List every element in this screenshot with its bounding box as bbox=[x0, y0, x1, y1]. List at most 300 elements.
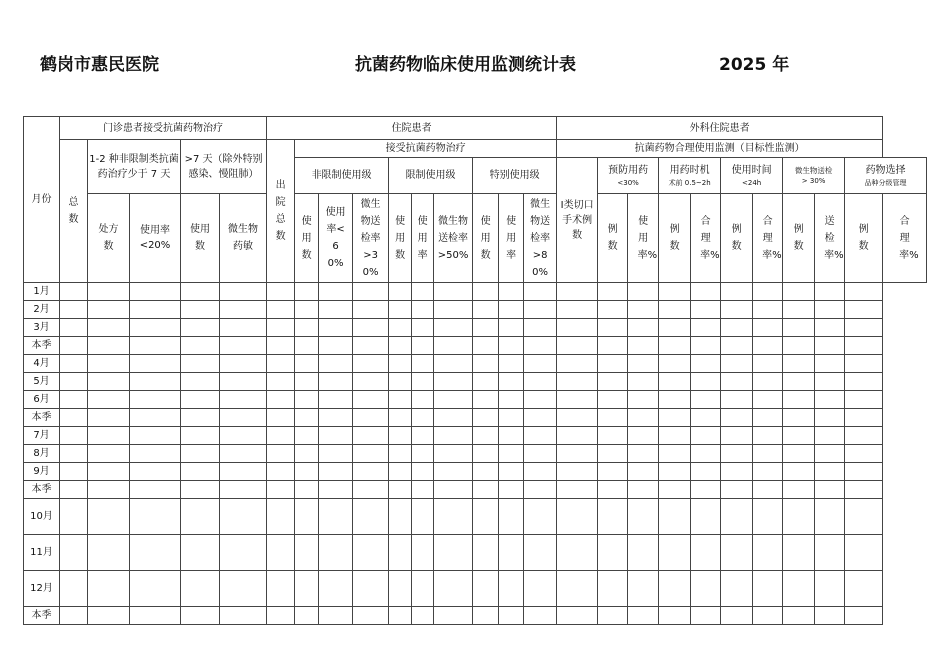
table-cell[interactable] bbox=[524, 391, 557, 409]
table-cell[interactable] bbox=[267, 463, 295, 481]
table-cell[interactable] bbox=[389, 337, 412, 355]
table-cell[interactable] bbox=[815, 391, 845, 409]
table-cell[interactable] bbox=[295, 463, 319, 481]
table-cell[interactable] bbox=[181, 535, 220, 571]
table-cell[interactable] bbox=[659, 319, 691, 337]
table-cell[interactable] bbox=[524, 499, 557, 535]
table-cell[interactable] bbox=[783, 445, 815, 463]
table-cell[interactable] bbox=[845, 427, 883, 445]
table-cell[interactable] bbox=[434, 481, 473, 499]
table-cell[interactable] bbox=[691, 409, 721, 427]
table-cell[interactable] bbox=[319, 409, 353, 427]
table-cell[interactable] bbox=[598, 607, 628, 625]
table-cell[interactable] bbox=[473, 283, 499, 301]
table-cell[interactable] bbox=[524, 571, 557, 607]
table-cell[interactable] bbox=[783, 571, 815, 607]
table-cell[interactable] bbox=[319, 607, 353, 625]
table-cell[interactable] bbox=[628, 463, 659, 481]
table-cell[interactable] bbox=[88, 571, 130, 607]
table-cell[interactable] bbox=[220, 427, 267, 445]
table-cell[interactable] bbox=[434, 391, 473, 409]
table-cell[interactable] bbox=[753, 337, 783, 355]
table-cell[interactable] bbox=[499, 463, 524, 481]
table-cell[interactable] bbox=[598, 445, 628, 463]
table-cell[interactable] bbox=[628, 445, 659, 463]
table-cell[interactable] bbox=[473, 607, 499, 625]
table-cell[interactable] bbox=[557, 355, 598, 373]
table-cell[interactable] bbox=[295, 571, 319, 607]
table-cell[interactable] bbox=[628, 409, 659, 427]
table-cell[interactable] bbox=[88, 283, 130, 301]
table-cell[interactable] bbox=[721, 283, 753, 301]
table-cell[interactable] bbox=[181, 463, 220, 481]
table-cell[interactable] bbox=[473, 535, 499, 571]
table-cell[interactable] bbox=[499, 301, 524, 319]
table-cell[interactable] bbox=[295, 319, 319, 337]
table-cell[interactable] bbox=[845, 355, 883, 373]
table-cell[interactable] bbox=[130, 301, 181, 319]
table-cell[interactable] bbox=[389, 463, 412, 481]
table-cell[interactable] bbox=[557, 571, 598, 607]
table-cell[interactable] bbox=[628, 301, 659, 319]
table-cell[interactable] bbox=[753, 607, 783, 625]
table-cell[interactable] bbox=[319, 499, 353, 535]
table-cell[interactable] bbox=[815, 373, 845, 391]
table-cell[interactable] bbox=[412, 481, 434, 499]
table-cell[interactable] bbox=[753, 319, 783, 337]
table-cell[interactable] bbox=[598, 481, 628, 499]
table-cell[interactable] bbox=[691, 355, 721, 373]
table-cell[interactable] bbox=[598, 283, 628, 301]
table-cell[interactable] bbox=[319, 301, 353, 319]
table-cell[interactable] bbox=[412, 571, 434, 607]
table-cell[interactable] bbox=[473, 427, 499, 445]
table-cell[interactable] bbox=[845, 463, 883, 481]
table-cell[interactable] bbox=[691, 301, 721, 319]
table-cell[interactable] bbox=[721, 445, 753, 463]
table-cell[interactable] bbox=[181, 427, 220, 445]
table-cell[interactable] bbox=[130, 373, 181, 391]
table-cell[interactable] bbox=[389, 319, 412, 337]
table-cell[interactable] bbox=[88, 301, 130, 319]
table-cell[interactable] bbox=[557, 499, 598, 535]
table-cell[interactable] bbox=[434, 301, 473, 319]
table-cell[interactable] bbox=[60, 373, 88, 391]
table-cell[interactable] bbox=[389, 391, 412, 409]
table-cell[interactable] bbox=[220, 481, 267, 499]
table-cell[interactable] bbox=[412, 463, 434, 481]
table-cell[interactable] bbox=[845, 301, 883, 319]
table-cell[interactable] bbox=[659, 427, 691, 445]
table-cell[interactable] bbox=[220, 373, 267, 391]
table-cell[interactable] bbox=[815, 607, 845, 625]
table-cell[interactable] bbox=[88, 427, 130, 445]
table-cell[interactable] bbox=[659, 373, 691, 391]
table-cell[interactable] bbox=[524, 319, 557, 337]
table-cell[interactable] bbox=[353, 571, 389, 607]
table-cell[interactable] bbox=[499, 445, 524, 463]
table-cell[interactable] bbox=[783, 427, 815, 445]
table-cell[interactable] bbox=[319, 391, 353, 409]
table-cell[interactable] bbox=[60, 337, 88, 355]
table-cell[interactable] bbox=[721, 301, 753, 319]
table-cell[interactable] bbox=[628, 481, 659, 499]
table-cell[interactable] bbox=[353, 355, 389, 373]
table-cell[interactable] bbox=[473, 373, 499, 391]
table-cell[interactable] bbox=[557, 319, 598, 337]
table-cell[interactable] bbox=[60, 283, 88, 301]
table-cell[interactable] bbox=[721, 427, 753, 445]
table-cell[interactable] bbox=[783, 409, 815, 427]
table-cell[interactable] bbox=[412, 283, 434, 301]
table-cell[interactable] bbox=[267, 391, 295, 409]
table-cell[interactable] bbox=[815, 445, 845, 463]
table-cell[interactable] bbox=[412, 337, 434, 355]
table-cell[interactable] bbox=[815, 571, 845, 607]
table-cell[interactable] bbox=[659, 301, 691, 319]
table-cell[interactable] bbox=[130, 463, 181, 481]
table-cell[interactable] bbox=[130, 571, 181, 607]
table-cell[interactable] bbox=[845, 283, 883, 301]
table-cell[interactable] bbox=[412, 355, 434, 373]
table-cell[interactable] bbox=[60, 499, 88, 535]
table-cell[interactable] bbox=[845, 373, 883, 391]
table-cell[interactable] bbox=[499, 535, 524, 571]
table-cell[interactable] bbox=[353, 481, 389, 499]
table-cell[interactable] bbox=[88, 337, 130, 355]
table-cell[interactable] bbox=[434, 337, 473, 355]
table-cell[interactable] bbox=[783, 319, 815, 337]
table-cell[interactable] bbox=[389, 445, 412, 463]
table-cell[interactable] bbox=[220, 337, 267, 355]
table-cell[interactable] bbox=[267, 571, 295, 607]
table-cell[interactable] bbox=[353, 373, 389, 391]
table-cell[interactable] bbox=[783, 391, 815, 409]
table-cell[interactable] bbox=[598, 319, 628, 337]
table-cell[interactable] bbox=[499, 409, 524, 427]
table-cell[interactable] bbox=[783, 499, 815, 535]
table-cell[interactable] bbox=[557, 481, 598, 499]
table-cell[interactable] bbox=[181, 571, 220, 607]
table-cell[interactable] bbox=[473, 445, 499, 463]
table-cell[interactable] bbox=[721, 607, 753, 625]
table-cell[interactable] bbox=[598, 409, 628, 427]
table-cell[interactable] bbox=[659, 337, 691, 355]
table-cell[interactable] bbox=[721, 463, 753, 481]
table-cell[interactable] bbox=[412, 445, 434, 463]
table-cell[interactable] bbox=[721, 319, 753, 337]
table-cell[interactable] bbox=[181, 283, 220, 301]
table-cell[interactable] bbox=[473, 463, 499, 481]
table-cell[interactable] bbox=[598, 355, 628, 373]
table-cell[interactable] bbox=[783, 373, 815, 391]
table-cell[interactable] bbox=[295, 373, 319, 391]
table-cell[interactable] bbox=[659, 571, 691, 607]
table-cell[interactable] bbox=[181, 373, 220, 391]
table-cell[interactable] bbox=[181, 481, 220, 499]
table-cell[interactable] bbox=[845, 391, 883, 409]
table-cell[interactable] bbox=[721, 535, 753, 571]
table-cell[interactable] bbox=[524, 283, 557, 301]
table-cell[interactable] bbox=[295, 499, 319, 535]
table-cell[interactable] bbox=[353, 427, 389, 445]
table-cell[interactable] bbox=[815, 337, 845, 355]
table-cell[interactable] bbox=[130, 481, 181, 499]
table-cell[interactable] bbox=[434, 607, 473, 625]
table-cell[interactable] bbox=[815, 283, 845, 301]
table-cell[interactable] bbox=[783, 355, 815, 373]
table-cell[interactable] bbox=[815, 319, 845, 337]
table-cell[interactable] bbox=[845, 319, 883, 337]
table-cell[interactable] bbox=[295, 445, 319, 463]
table-cell[interactable] bbox=[353, 319, 389, 337]
table-cell[interactable] bbox=[353, 409, 389, 427]
table-cell[interactable] bbox=[721, 499, 753, 535]
table-cell[interactable] bbox=[598, 337, 628, 355]
table-cell[interactable] bbox=[412, 499, 434, 535]
table-cell[interactable] bbox=[389, 283, 412, 301]
table-cell[interactable] bbox=[721, 391, 753, 409]
table-cell[interactable] bbox=[412, 427, 434, 445]
table-cell[interactable] bbox=[628, 607, 659, 625]
table-cell[interactable] bbox=[353, 283, 389, 301]
table-cell[interactable] bbox=[598, 463, 628, 481]
table-cell[interactable] bbox=[389, 427, 412, 445]
table-cell[interactable] bbox=[473, 391, 499, 409]
table-cell[interactable] bbox=[412, 409, 434, 427]
table-cell[interactable] bbox=[473, 571, 499, 607]
table-cell[interactable] bbox=[783, 337, 815, 355]
table-cell[interactable] bbox=[88, 319, 130, 337]
table-cell[interactable] bbox=[434, 463, 473, 481]
table-cell[interactable] bbox=[295, 283, 319, 301]
table-cell[interactable] bbox=[389, 301, 412, 319]
table-cell[interactable] bbox=[659, 409, 691, 427]
table-cell[interactable] bbox=[389, 571, 412, 607]
table-cell[interactable] bbox=[691, 607, 721, 625]
table-cell[interactable] bbox=[60, 301, 88, 319]
table-cell[interactable] bbox=[659, 499, 691, 535]
table-cell[interactable] bbox=[220, 301, 267, 319]
table-cell[interactable] bbox=[295, 427, 319, 445]
table-cell[interactable] bbox=[60, 607, 88, 625]
table-cell[interactable] bbox=[473, 355, 499, 373]
table-cell[interactable] bbox=[815, 481, 845, 499]
table-cell[interactable] bbox=[295, 409, 319, 427]
table-cell[interactable] bbox=[845, 499, 883, 535]
table-cell[interactable] bbox=[220, 571, 267, 607]
table-cell[interactable] bbox=[434, 427, 473, 445]
table-cell[interactable] bbox=[267, 535, 295, 571]
table-cell[interactable] bbox=[628, 535, 659, 571]
table-cell[interactable] bbox=[845, 571, 883, 607]
table-cell[interactable] bbox=[659, 355, 691, 373]
table-cell[interactable] bbox=[721, 373, 753, 391]
table-cell[interactable] bbox=[353, 535, 389, 571]
table-cell[interactable] bbox=[845, 481, 883, 499]
table-cell[interactable] bbox=[815, 355, 845, 373]
table-cell[interactable] bbox=[319, 535, 353, 571]
table-cell[interactable] bbox=[628, 355, 659, 373]
table-cell[interactable] bbox=[130, 445, 181, 463]
table-cell[interactable] bbox=[753, 283, 783, 301]
table-cell[interactable] bbox=[88, 535, 130, 571]
table-cell[interactable] bbox=[267, 283, 295, 301]
table-cell[interactable] bbox=[412, 391, 434, 409]
table-cell[interactable] bbox=[434, 535, 473, 571]
table-cell[interactable] bbox=[598, 535, 628, 571]
table-cell[interactable] bbox=[499, 427, 524, 445]
table-cell[interactable] bbox=[691, 373, 721, 391]
table-cell[interactable] bbox=[267, 445, 295, 463]
table-cell[interactable] bbox=[524, 409, 557, 427]
table-cell[interactable] bbox=[181, 355, 220, 373]
table-cell[interactable] bbox=[524, 337, 557, 355]
table-cell[interactable] bbox=[628, 283, 659, 301]
table-cell[interactable] bbox=[524, 463, 557, 481]
table-cell[interactable] bbox=[267, 301, 295, 319]
table-cell[interactable] bbox=[267, 409, 295, 427]
table-cell[interactable] bbox=[220, 319, 267, 337]
table-cell[interactable] bbox=[60, 535, 88, 571]
table-cell[interactable] bbox=[721, 481, 753, 499]
table-cell[interactable] bbox=[628, 373, 659, 391]
table-cell[interactable] bbox=[499, 283, 524, 301]
table-cell[interactable] bbox=[557, 391, 598, 409]
table-cell[interactable] bbox=[659, 391, 691, 409]
table-cell[interactable] bbox=[353, 445, 389, 463]
table-cell[interactable] bbox=[557, 337, 598, 355]
table-cell[interactable] bbox=[412, 319, 434, 337]
table-cell[interactable] bbox=[845, 535, 883, 571]
table-cell[interactable] bbox=[319, 445, 353, 463]
table-cell[interactable] bbox=[130, 409, 181, 427]
table-cell[interactable] bbox=[295, 301, 319, 319]
table-cell[interactable] bbox=[220, 409, 267, 427]
table-cell[interactable] bbox=[389, 409, 412, 427]
table-cell[interactable] bbox=[845, 337, 883, 355]
table-cell[interactable] bbox=[412, 535, 434, 571]
table-cell[interactable] bbox=[598, 499, 628, 535]
table-cell[interactable] bbox=[295, 337, 319, 355]
table-cell[interactable] bbox=[659, 283, 691, 301]
table-cell[interactable] bbox=[434, 319, 473, 337]
table-cell[interactable] bbox=[473, 337, 499, 355]
table-cell[interactable] bbox=[524, 607, 557, 625]
table-cell[interactable] bbox=[783, 535, 815, 571]
table-cell[interactable] bbox=[319, 571, 353, 607]
table-cell[interactable] bbox=[389, 535, 412, 571]
table-cell[interactable] bbox=[691, 463, 721, 481]
table-cell[interactable] bbox=[434, 373, 473, 391]
table-cell[interactable] bbox=[181, 319, 220, 337]
table-cell[interactable] bbox=[557, 301, 598, 319]
table-cell[interactable] bbox=[60, 427, 88, 445]
table-cell[interactable] bbox=[220, 535, 267, 571]
table-cell[interactable] bbox=[721, 571, 753, 607]
table-cell[interactable] bbox=[753, 463, 783, 481]
table-cell[interactable] bbox=[220, 607, 267, 625]
table-cell[interactable] bbox=[389, 607, 412, 625]
table-cell[interactable] bbox=[130, 391, 181, 409]
table-cell[interactable] bbox=[267, 337, 295, 355]
table-cell[interactable] bbox=[434, 499, 473, 535]
table-cell[interactable] bbox=[88, 463, 130, 481]
table-cell[interactable] bbox=[220, 445, 267, 463]
table-cell[interactable] bbox=[434, 409, 473, 427]
table-cell[interactable] bbox=[557, 373, 598, 391]
table-cell[interactable] bbox=[181, 445, 220, 463]
table-cell[interactable] bbox=[557, 463, 598, 481]
table-cell[interactable] bbox=[295, 535, 319, 571]
table-cell[interactable] bbox=[499, 481, 524, 499]
table-cell[interactable] bbox=[598, 301, 628, 319]
table-cell[interactable] bbox=[753, 409, 783, 427]
table-cell[interactable] bbox=[783, 283, 815, 301]
table-cell[interactable] bbox=[783, 301, 815, 319]
table-cell[interactable] bbox=[389, 373, 412, 391]
table-cell[interactable] bbox=[434, 283, 473, 301]
table-cell[interactable] bbox=[845, 607, 883, 625]
table-cell[interactable] bbox=[659, 481, 691, 499]
table-cell[interactable] bbox=[267, 319, 295, 337]
table-cell[interactable] bbox=[557, 535, 598, 571]
table-cell[interactable] bbox=[319, 481, 353, 499]
table-cell[interactable] bbox=[524, 481, 557, 499]
table-cell[interactable] bbox=[60, 355, 88, 373]
table-cell[interactable] bbox=[691, 481, 721, 499]
table-cell[interactable] bbox=[434, 355, 473, 373]
table-cell[interactable] bbox=[815, 463, 845, 481]
table-cell[interactable] bbox=[499, 373, 524, 391]
table-cell[interactable] bbox=[557, 283, 598, 301]
table-cell[interactable] bbox=[753, 535, 783, 571]
table-cell[interactable] bbox=[499, 337, 524, 355]
table-cell[interactable] bbox=[60, 445, 88, 463]
table-cell[interactable] bbox=[473, 319, 499, 337]
table-cell[interactable] bbox=[412, 301, 434, 319]
table-cell[interactable] bbox=[628, 427, 659, 445]
table-cell[interactable] bbox=[753, 373, 783, 391]
table-cell[interactable] bbox=[353, 499, 389, 535]
table-cell[interactable] bbox=[130, 337, 181, 355]
table-cell[interactable] bbox=[88, 499, 130, 535]
table-cell[interactable] bbox=[815, 535, 845, 571]
table-cell[interactable] bbox=[267, 499, 295, 535]
table-cell[interactable] bbox=[319, 319, 353, 337]
table-cell[interactable] bbox=[753, 427, 783, 445]
table-cell[interactable] bbox=[628, 319, 659, 337]
table-cell[interactable] bbox=[753, 481, 783, 499]
table-cell[interactable] bbox=[60, 409, 88, 427]
table-cell[interactable] bbox=[389, 499, 412, 535]
table-cell[interactable] bbox=[353, 607, 389, 625]
table-cell[interactable] bbox=[659, 463, 691, 481]
table-cell[interactable] bbox=[628, 571, 659, 607]
table-cell[interactable] bbox=[499, 319, 524, 337]
table-cell[interactable] bbox=[628, 337, 659, 355]
table-cell[interactable] bbox=[783, 481, 815, 499]
table-cell[interactable] bbox=[691, 283, 721, 301]
table-cell[interactable] bbox=[659, 445, 691, 463]
table-cell[interactable] bbox=[721, 409, 753, 427]
table-cell[interactable] bbox=[88, 391, 130, 409]
table-cell[interactable] bbox=[691, 535, 721, 571]
table-cell[interactable] bbox=[60, 481, 88, 499]
table-cell[interactable] bbox=[88, 481, 130, 499]
table-cell[interactable] bbox=[181, 301, 220, 319]
table-cell[interactable] bbox=[295, 391, 319, 409]
